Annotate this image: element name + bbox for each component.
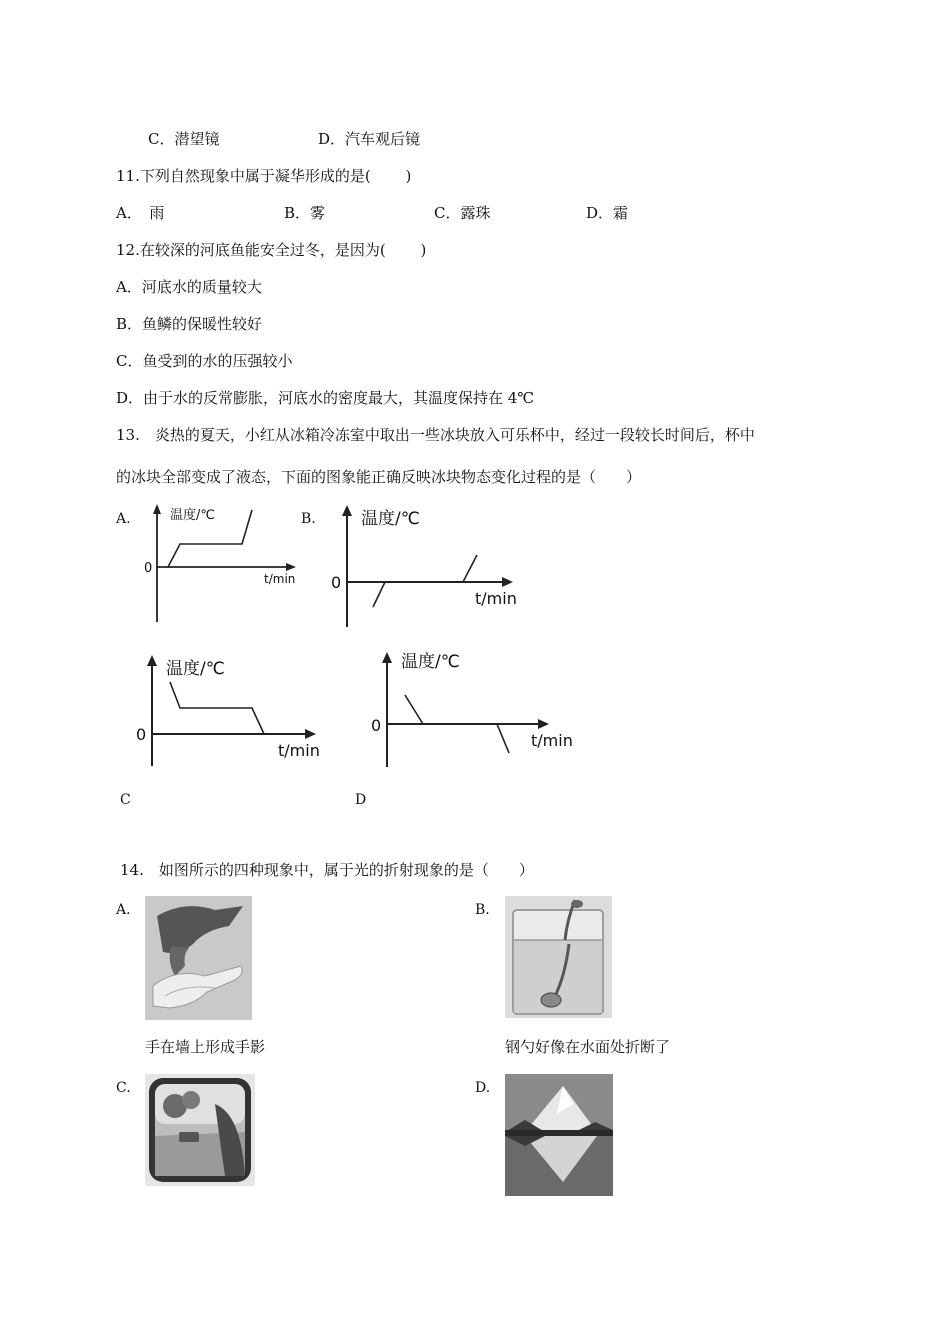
q14-option-b-caption: 钢勺好像在水面处折断了 [505, 1038, 671, 1056]
graph-d-label: D [355, 792, 367, 808]
car-mirror-illustration [145, 1074, 255, 1186]
q11-stem: 11.下列自然现象中属于凝华形成的是( ) [116, 167, 412, 185]
q11-option-c: C．露珠 [434, 204, 491, 222]
q14-option-d-label: D. [475, 1080, 491, 1096]
q14-option-c-label: C. [116, 1080, 131, 1096]
q12-stem: 12.在较深的河底鱼能安全过冬，是因为( ) [116, 241, 427, 259]
graph-d [365, 645, 585, 770]
graph-b-origin: 0 [331, 573, 342, 592]
hand-shadow-illustration [145, 896, 252, 1020]
graph-c [130, 650, 330, 770]
q12-option-a: A．河底水的质量较大 [116, 278, 262, 296]
q10-option-d: D．汽车观后镜 [318, 130, 421, 148]
graph-d-origin: 0 [371, 716, 382, 735]
q11-option-b: B．雾 [284, 204, 326, 222]
q12-option-c: C．鱼受到的水的压强较小 [116, 352, 293, 370]
q14-option-a-label: A. [116, 902, 131, 918]
graph-b-xlabel: t/min [475, 589, 517, 608]
q12-option-b: B．鱼鳞的保暖性较好 [116, 315, 263, 333]
car-mirror-photo [145, 1074, 255, 1186]
q14-option-b-label: B. [475, 902, 490, 918]
graph-a [130, 502, 310, 627]
graph-a-ylabel: 温度/℃ [170, 508, 215, 523]
q13-stem-line1: 13. 炎热的夏天，小红从冰箱冷冻室中取出一些冰块放入可乐杯中，经过一段较长时间后，杯中 [116, 426, 755, 444]
graph-c-label: C [120, 792, 131, 808]
graph-c-origin: 0 [136, 725, 147, 744]
q14-option-a-caption: 手在墙上形成手影 [145, 1038, 266, 1056]
q10-option-c: C．潜望镜 [148, 130, 220, 148]
q11-option-d: D．霜 [586, 204, 629, 222]
graph-a-label: A. [116, 511, 131, 527]
q13-stem-line2: 的冰块全部变成了液态，下面的图象能正确反映冰块物态变化过程的是（ ） [116, 468, 642, 486]
q12-option-d: D．由于水的反常膨胀，河底水的密度最大，其温度保持在 4℃ [116, 389, 535, 407]
graph-a-xlabel: t/min [264, 572, 296, 586]
graph-b-ylabel: 温度/℃ [361, 509, 420, 529]
mountain-reflection-photo [505, 1074, 613, 1196]
graph-a-origin: 0 [144, 561, 153, 576]
q11-option-a: A． 雨 [116, 204, 165, 222]
graph-d-xlabel: t/min [531, 731, 573, 750]
graph-c-xlabel: t/min [278, 741, 320, 760]
spoon-in-water-photo [505, 896, 612, 1018]
mountain-reflection-illustration [505, 1074, 613, 1196]
graph-c-ylabel: 温度/℃ [166, 659, 225, 679]
hand-shadow-photo [145, 896, 252, 1020]
spoon-glass-illustration [505, 896, 612, 1018]
graph-b-label: B. [301, 511, 316, 527]
graph-d-ylabel: 温度/℃ [401, 652, 460, 672]
graph-b [325, 502, 525, 632]
q14-stem: 14. 如图所示的四种现象中，属于光的折射现象的是（ ） [120, 861, 534, 879]
